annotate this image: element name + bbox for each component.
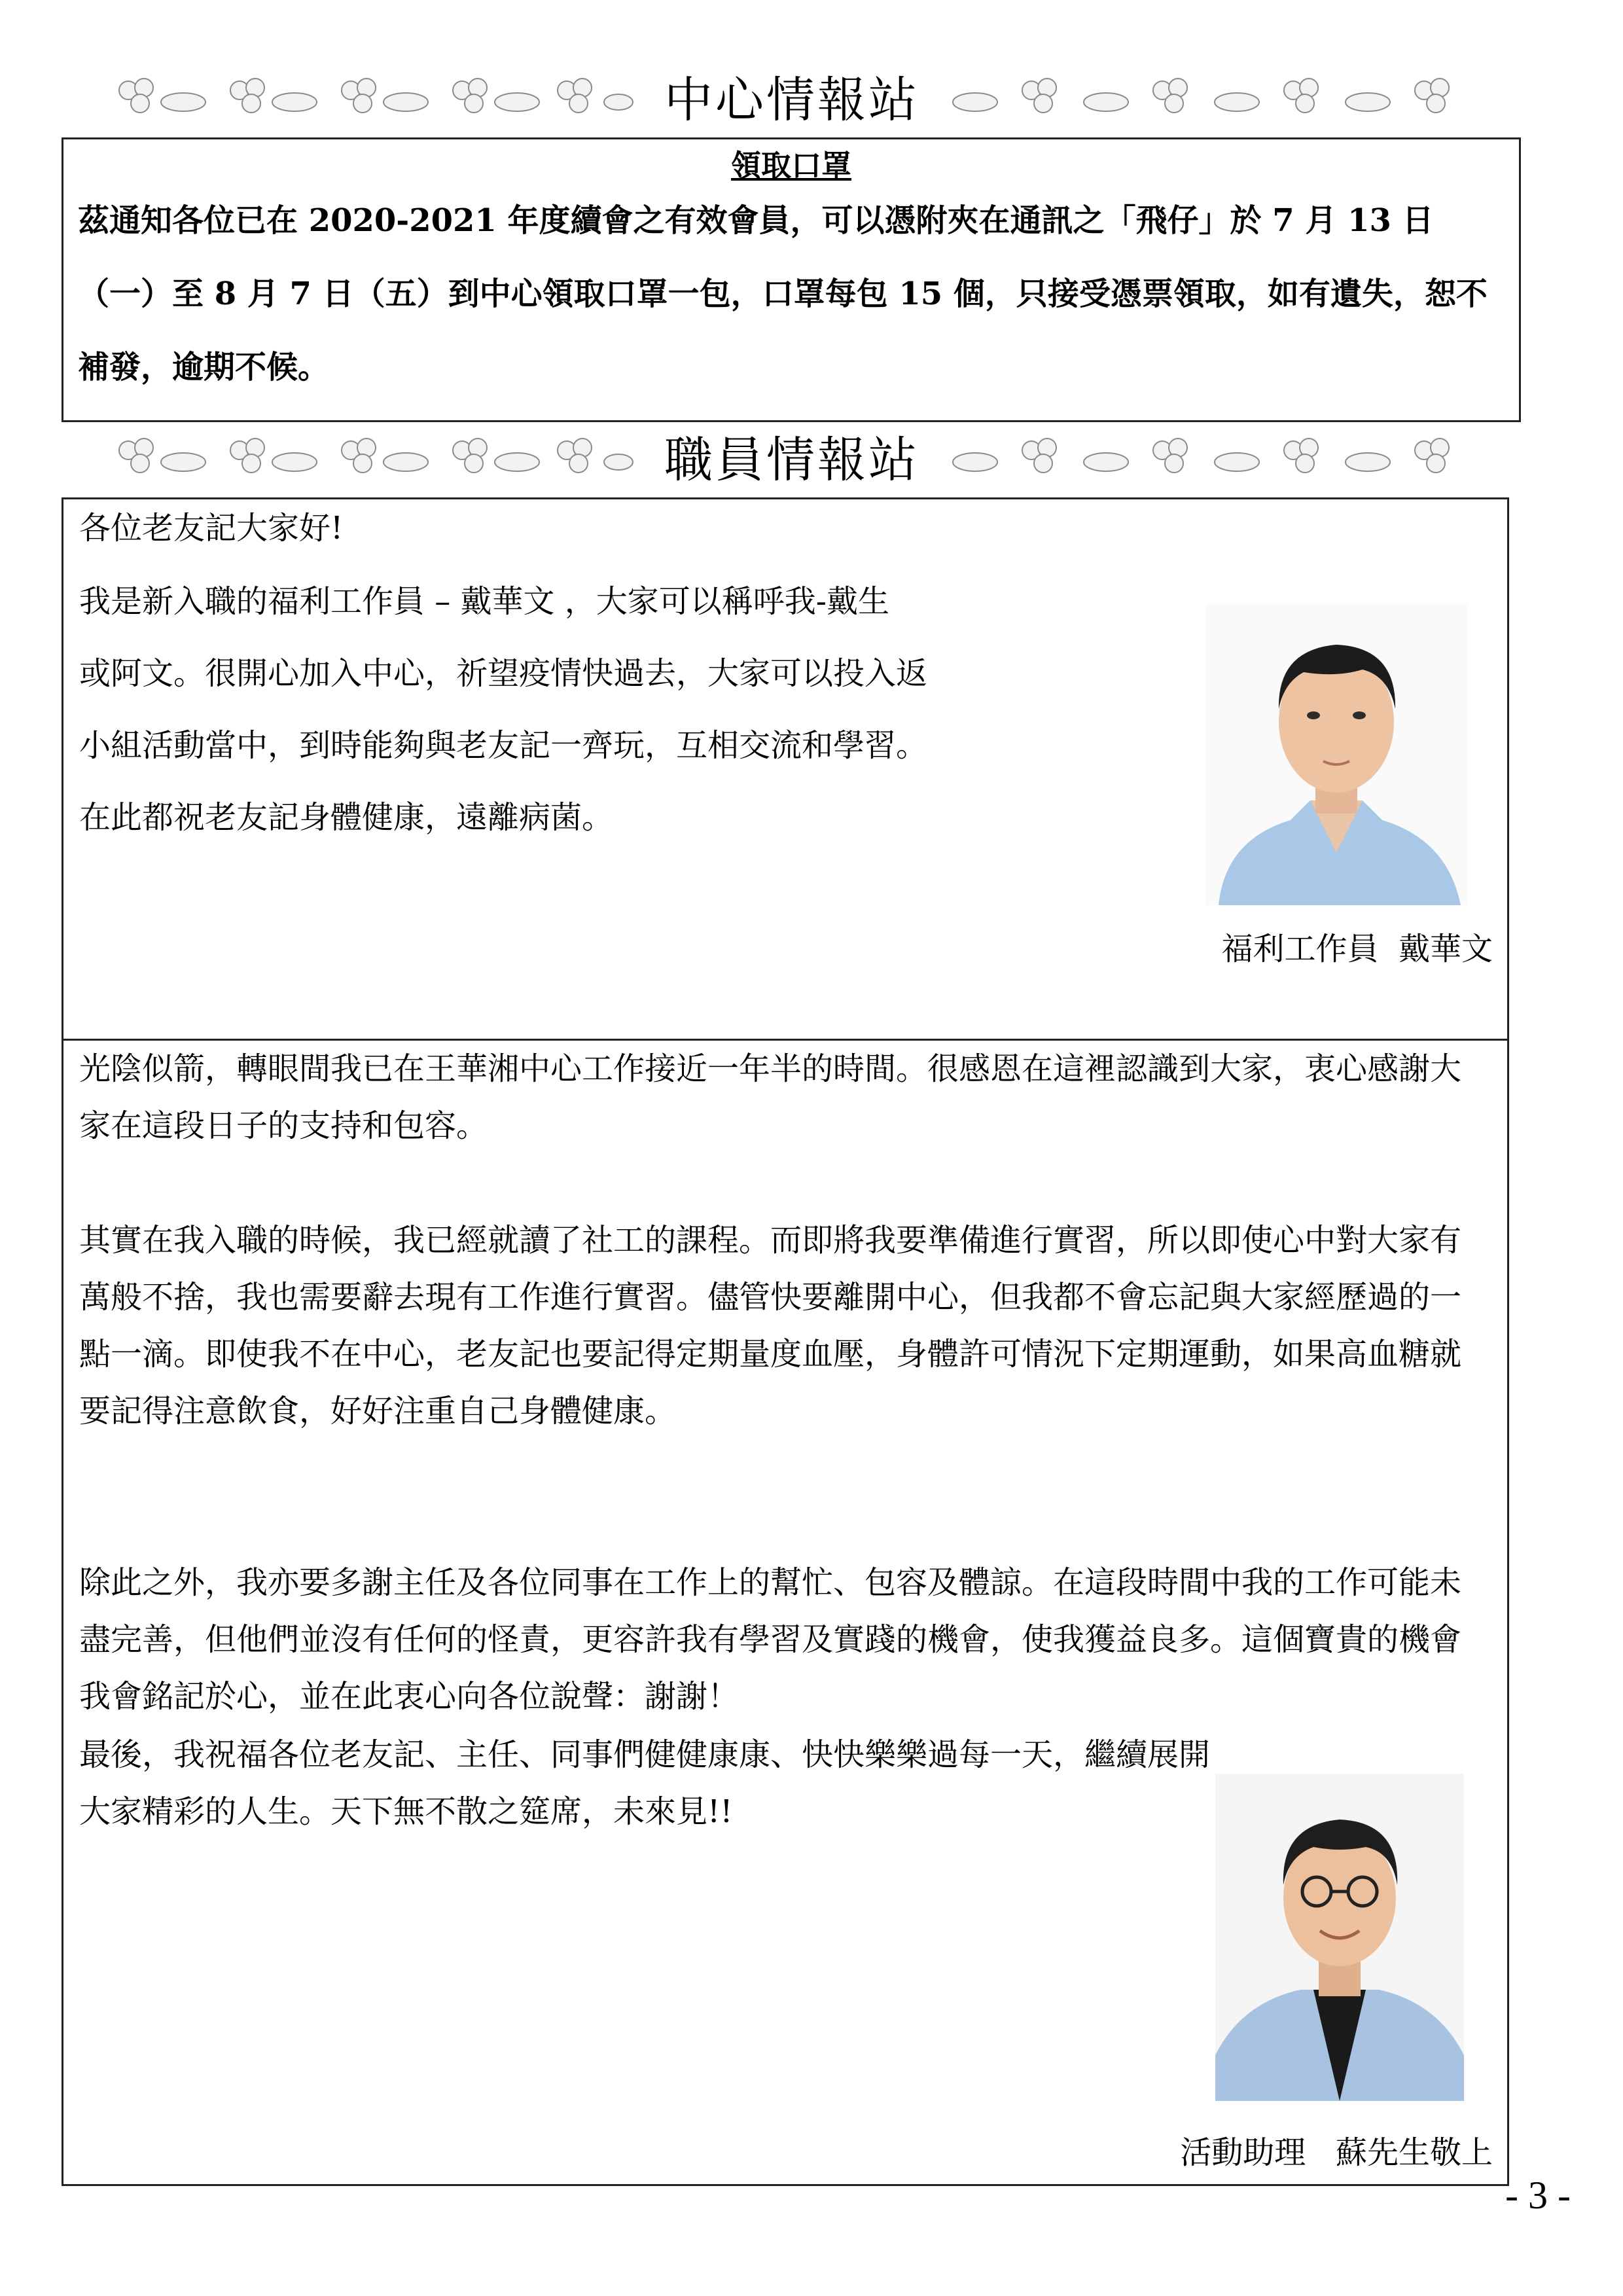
staff-intro-line-2: 或阿文。很開心加入中心，祈望疫情快過去，大家可以投入返	[79, 655, 928, 692]
farewell-para-3: 除此之外，我亦要多謝主任及各位同事在工作上的幫忙、包容及體諒。在這段時間中我的工作可能未盡完善，但他們並沒有任何的怪責，更容許我有學習及實踐的機會，使我獲益良多。這個寶貴的機會我會銘記於心，並在此衷心向各位說聲：謝謝！	[79, 1564, 1462, 1715]
farewell-para-2: 其實在我入職的時候，我已經就讀了社工的課程。而即將我要準備進行實習，所以即使心中對大家有萬般不捨，我也需要辭去現有工作進行實習。儘管快要離開中心，但我都不會忘記與大家經歷過的一點一滴。即使我不在中心，老友記也要記得定期量度血壓，身體許可情況下定期運動，如果高血糖就要記得注意飲食，好好注重自己身體健康。	[79, 1222, 1462, 1429]
notice-body: 茲通知各位已在 2020-2021 年度續會之有效會員，可以憑附夾在通訊之「飛仔」於 7 月 13 日（一）至 8 月 7 日（五）到中心領取口罩一包，口罩每包 15 個，只接受憑票領取，如有遺失，恕不補發，逾期不候。	[78, 202, 1488, 386]
farewell-para-4: 最後，我祝福各位老友記、主任、同事們健健康康、快快樂樂過每一天，繼續展開大家精彩的人生。天下無不散之筵席，未來見!!	[79, 1736, 1211, 1830]
staff-intro-line-4: 在此都祝老友記身體健康，遠離病菌。	[79, 799, 614, 836]
clover-ornament-right	[949, 69, 1486, 122]
mask-collection-notice	[62, 137, 1521, 422]
center-info-banner	[79, 58, 1505, 130]
page-number: - 3 -	[1505, 2174, 1571, 2217]
staff-info-banner	[79, 418, 1505, 490]
farewell-signature: 活動助理 蘇先生敬上	[1180, 2134, 1493, 2171]
farewell-para-1: 光陰似箭，轉眼間我已在王華湘中心工作接近一年半的時間。很感恩在這裡認識到大家，衷心感謝大家在這段日子的支持和包容。	[79, 1050, 1462, 1144]
staff-intro-cell	[63, 499, 1507, 1041]
center-info-title: 中心情報站	[647, 72, 936, 128]
farewell-cell	[63, 1041, 1507, 2184]
staff-intro-greeting: 各位老友記大家好!	[79, 510, 344, 547]
clover-ornament-right	[949, 429, 1486, 482]
staff-photo-social-worker	[1205, 604, 1467, 905]
staff-info-title: 職員情報站	[647, 432, 936, 488]
staff-photo-activity-assistant	[1215, 1774, 1464, 2101]
notice-title: 領取口罩	[731, 148, 851, 183]
staff-intro-line-3: 小組活動當中，到時能夠與老友記一齊玩，互相交流和學習。	[79, 727, 928, 764]
staff-intro-signature: 福利工作員 戴華文	[1221, 931, 1493, 967]
staff-intro-line-1: 我是新入職的福利工作員 – 戴華文 ，大家可以稱呼我-戴生	[79, 583, 889, 620]
staff-section	[62, 497, 1509, 2186]
